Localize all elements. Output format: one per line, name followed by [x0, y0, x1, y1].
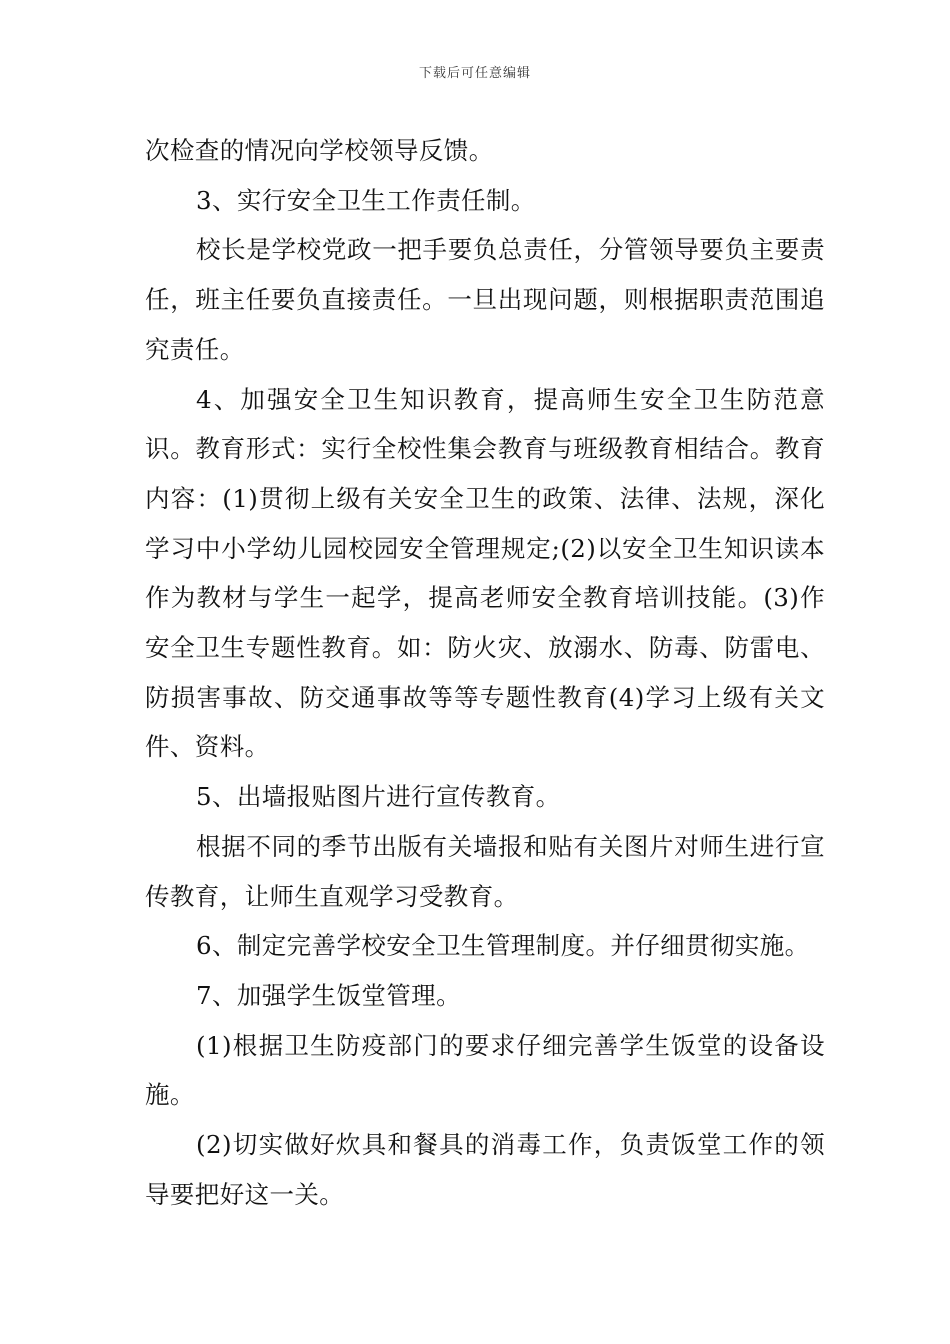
paragraph-9: (1)根据卫生防疫部门的要求仔细完善学生饭堂的设备设施。	[145, 1030, 825, 1110]
paragraph-10: (2)切实做好炊具和餐具的消毒工作，负责饭堂工作的领导要把好这一关。	[145, 1130, 825, 1209]
paragraph-6: 根据不同的季节出版有关墙报和贴有关图片对师生进行宣传教育，让师生直观学习受教育。	[145, 831, 825, 911]
paragraph-1: 次检查的情况向学校领导反馈。	[145, 136, 494, 165]
paragraph-4: 4、加强安全卫生知识教育，提高师生安全卫生防范意识。教育形式：实行全校性集会教育与班级教育相结合。教育内容：(1)贯彻上级有关安全卫生的政策、法律、法规，深化学习中小学幼儿园校园安全管理规定;(2)以安全卫生知识读本作为教材与学生一起学，提高老师安全教育培训技能。(3)作安全卫生专题性教育。如：防火灾、放溺水、防毒、防雷电、防损害事故、防交通事故等等专题性教育(4)学习上级有关文件、资料。	[145, 384, 825, 762]
paragraph-3: 校长是学校党政一把手要负总责任，分管领导要负主要责任，班主任要负直接责任。一旦出现问题，则根据职责范围追究责任。	[145, 235, 825, 364]
paragraph-7: 6、制定完善学校安全卫生管理制度。并仔细贯彻实施。	[196, 931, 810, 961]
paragraph-5: 5、出墙报贴图片进行宣传教育。	[196, 782, 561, 812]
paragraph-8: 7、加强学生饭堂管理。	[196, 980, 461, 1010]
paragraph-2: 3、实行安全卫生工作责任制。	[196, 185, 536, 215]
page-header: 下载后可任意编辑	[418, 66, 531, 81]
document-body	[145, 126, 825, 1219]
